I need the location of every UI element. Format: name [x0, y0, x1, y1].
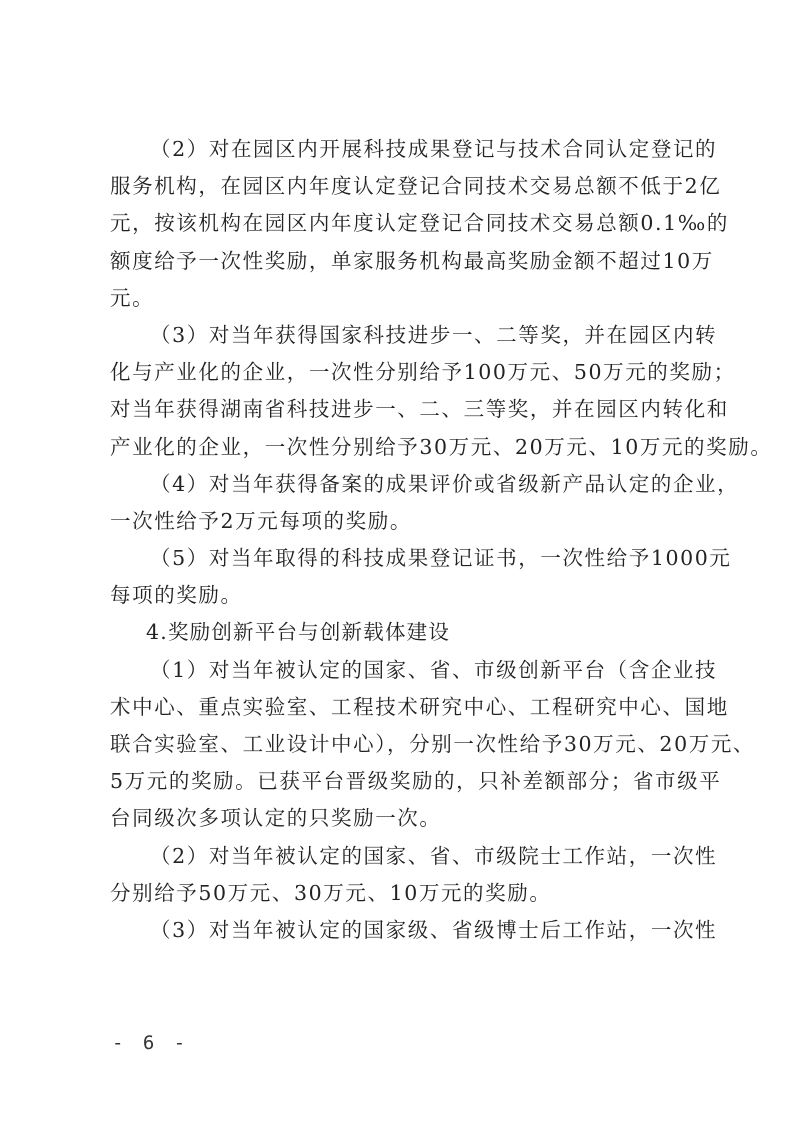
paragraph-4-line-1: （4）对当年获得备案的成果评价或省级新产品认定的企业，	[150, 471, 740, 496]
section-4-paragraph-1-line-3: 联合实验室、工业设计中心），分别一次性给予30万元、20万元、	[110, 732, 756, 756]
paragraph-3-line-3: 对当年获得湖南省科技进步一、二、三等奖，并在园区内转化和	[110, 397, 729, 422]
paragraph-4-line-2: 一次性给予2万元每项的奖励。	[110, 508, 412, 533]
section-4-paragraph-1-line-2: 术中心、重点实验室、工程技术研究中心、工程研究中心、国地	[110, 694, 729, 719]
paragraph-2-line-4: 额度给予一次性奖励，单家服务机构最高奖励金额不超过10万	[110, 248, 714, 273]
section-4-paragraph-3-line-1: （3）对当年被认定的国家级、省级博士后工作站，一次性	[150, 917, 718, 942]
section-4-paragraph-1-line-1: （1）对当年被认定的国家、省、市级创新平台（含企业技	[150, 657, 718, 682]
paragraph-2-line-1: （2）对在园区内开展科技成果登记与技术合同认定登记的	[150, 137, 718, 161]
paragraph-3-line-4: 产业化的企业，一次性分别给予30万元、20万元、10万元的奖励。	[110, 434, 773, 459]
paragraph-3-line-2: 化与产业化的企业，一次性分别给予100万元、50万元的奖励；	[110, 360, 736, 385]
paragraph-5-line-1: （5）对当年取得的科技成果登记证书，一次性给予1000元	[150, 546, 732, 571]
paragraph-5-line-2: 每项的奖励。	[110, 583, 243, 608]
section-heading-4: 4.奖励创新平台与创新载体建设	[146, 620, 451, 645]
paragraph-3-line-1: （3）对当年获得国家科技进步一、二等奖，并在园区内转	[150, 322, 718, 347]
paragraph-2-line-3: 元，按该机构在园区内年度认定登记合同技术交易总额0.1‰的	[110, 211, 730, 236]
body-text	[110, 131, 773, 949]
paragraph-2-line-2: 服务机构，在园区内年度认定登记合同技术交易总额不低于2亿	[110, 174, 722, 199]
page-number: - 6 -	[112, 1032, 190, 1054]
section-4-paragraph-2-line-1: （2）对当年被认定的国家、省、市级院士工作站，一次性	[150, 843, 718, 868]
section-4-paragraph-1-line-4: 5万元的奖励。已获平台晋级奖励的，只补差额部分；省市级平	[110, 769, 722, 794]
section-4-paragraph-2-line-2: 分别给予50万元、30万元、10万元的奖励。	[110, 880, 552, 905]
paragraph-2-line-5: 元。	[110, 285, 155, 310]
section-4-paragraph-1-line-5: 台同级次多项认定的只奖励一次。	[110, 806, 442, 831]
